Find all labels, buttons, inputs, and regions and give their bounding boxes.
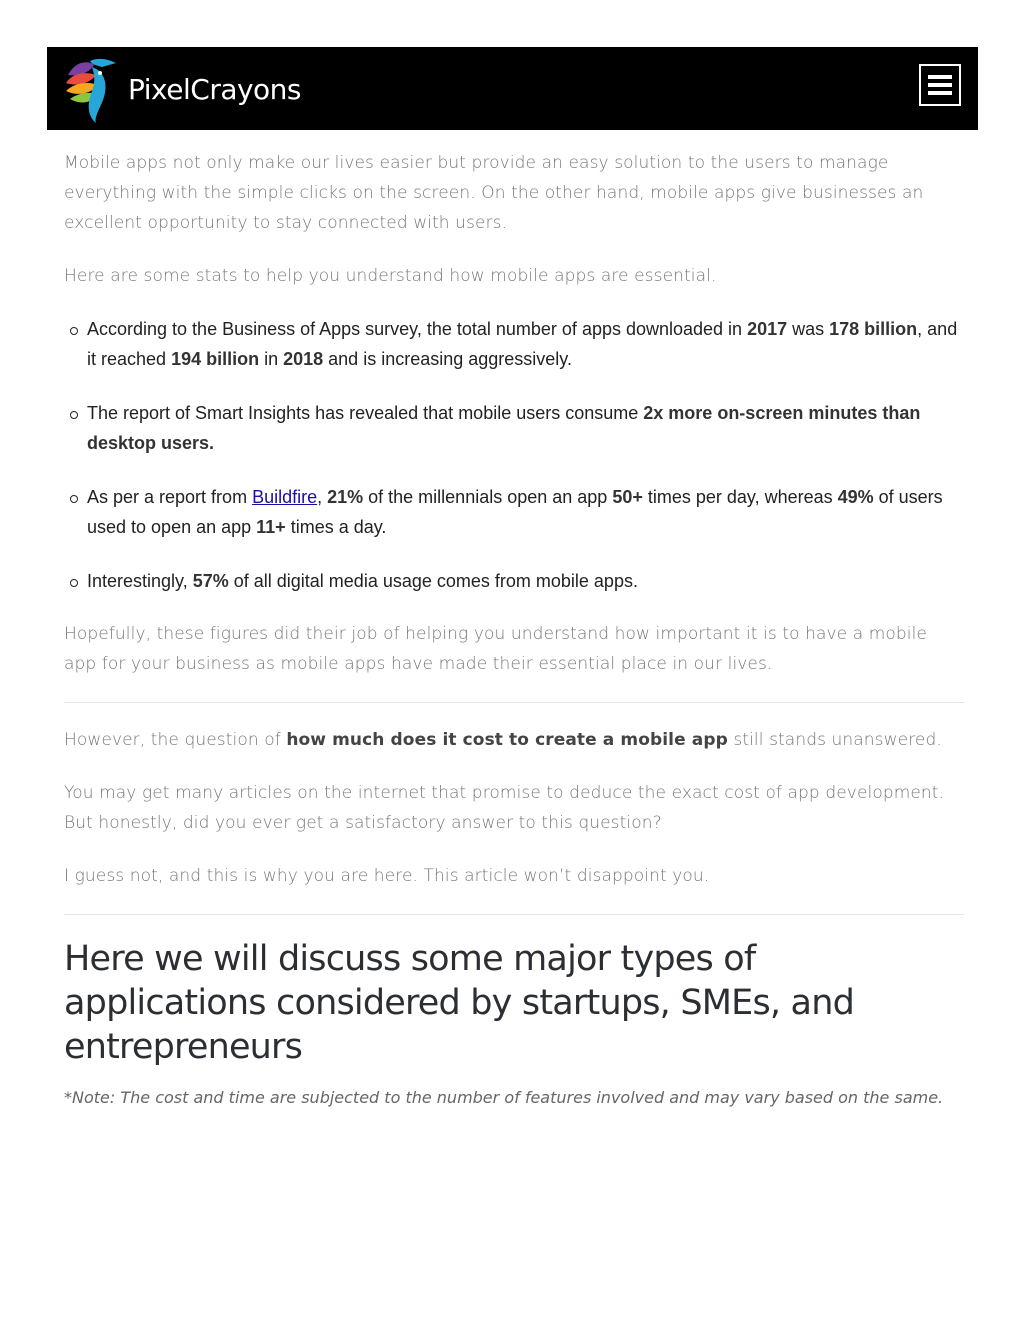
note-text: *Note: The cost and time are subjected to the number of features involved and may vary based on the same. bbox=[64, 1088, 944, 1107]
menu-toggle-button[interactable] bbox=[919, 64, 961, 106]
hummingbird-logo-icon bbox=[64, 53, 124, 125]
section-heading: Here we will discuss some major types of applications considered by startups, SMEs, and entrepreneurs bbox=[64, 939, 854, 1067]
list-item: Interestingly, 57% of all digital media usage comes from mobile apps. bbox=[87, 566, 964, 596]
article-body bbox=[64, 148, 964, 1111]
articles-paragraph: You may get many articles on the internet that promise to deduce the exact cost of app development. But honestly, did you ever get a satisfactory answer to this question? bbox=[64, 783, 945, 833]
list-item: As per a report from Buildfire, 21% of the millennials open an app 50+ times per day, whereas 49% of users used to open an app 11+ times a day. bbox=[87, 482, 964, 542]
list-item: The report of Smart Insights has revealed that mobile users consume 2x more on-screen minutes than desktop users. bbox=[87, 398, 964, 458]
stats-list bbox=[64, 314, 964, 596]
site-header bbox=[47, 47, 978, 130]
section-divider bbox=[64, 702, 964, 703]
hamburger-menu-icon bbox=[928, 75, 952, 79]
brand-logo[interactable] bbox=[64, 53, 301, 125]
list-item: According to the Business of Apps survey, the total number of apps downloaded in 2017 was 178 billion, and it reached 194 billion in 2018 and is increasing aggressively. bbox=[87, 314, 964, 374]
section-divider bbox=[64, 914, 964, 915]
stats-intro: Here are some stats to help you understand how mobile apps are essential. bbox=[64, 266, 717, 286]
guess-paragraph: I guess not, and this is why you are here. This article won’t disappoint you. bbox=[64, 866, 710, 886]
intro-paragraph: Mobile apps not only make our lives easier but provide an easy solution to the users to manage everything with the simple clicks on the screen. On the other hand, mobile apps give businesses an excellent opportunity to stay connected with users. bbox=[64, 153, 924, 233]
conclusion-paragraph: Hopefully, these figures did their job of helping you understand how important it is to have a mobile app for your business as mobile apps have made their essential place in our lives. bbox=[64, 624, 927, 674]
question-paragraph: However, the question of how much does it cost to create a mobile app still stands unanswered. bbox=[64, 730, 942, 750]
buildfire-link[interactable]: Buildfire bbox=[252, 487, 318, 507]
brand-name: PixelCrayons bbox=[128, 72, 302, 106]
